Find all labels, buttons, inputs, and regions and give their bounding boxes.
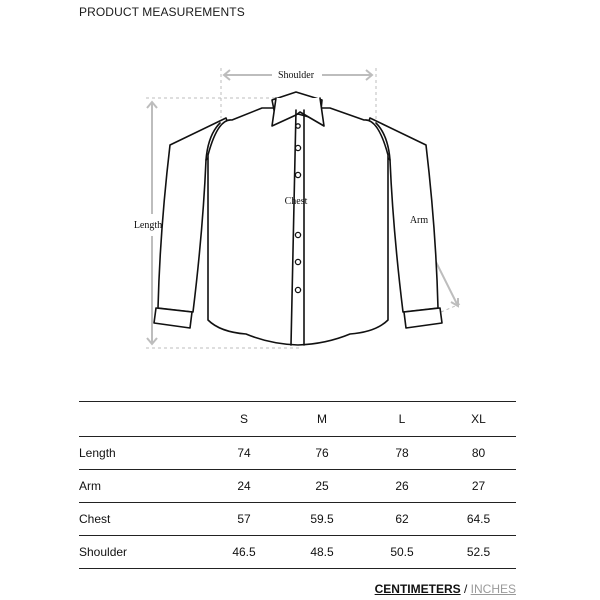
- table-cell: 24: [207, 470, 281, 503]
- length-label: Length: [133, 220, 163, 231]
- table-cell: 74: [207, 437, 281, 470]
- table-cell: 25: [281, 470, 363, 503]
- table-cell: 27: [441, 470, 516, 503]
- row-label: Chest: [79, 503, 207, 536]
- unit-toggle: [375, 582, 516, 596]
- header-size-m: M: [281, 402, 363, 437]
- table-cell: 46.5: [207, 536, 281, 569]
- header-corner: [79, 402, 207, 437]
- page-title: PRODUCT MEASUREMENTS: [79, 5, 245, 19]
- table-cell: 62: [363, 503, 441, 536]
- table-cell: 50.5: [363, 536, 441, 569]
- table-cell: 64.5: [441, 503, 516, 536]
- unit-separator: /: [460, 582, 471, 596]
- table-row: [79, 503, 516, 536]
- table-row: [79, 437, 516, 470]
- shoulder-label: Shoulder: [277, 70, 315, 81]
- table-cell: 26: [363, 470, 441, 503]
- chest-label: Chest: [284, 196, 308, 207]
- table-cell: 78: [363, 437, 441, 470]
- table-cell: 52.5: [441, 536, 516, 569]
- inches-toggle[interactable]: INCHES: [470, 582, 516, 596]
- row-label: Length: [79, 437, 207, 470]
- table-header-row: [79, 402, 516, 437]
- table-cell: 76: [281, 437, 363, 470]
- shirt-outline: [154, 92, 442, 345]
- header-size-l: L: [363, 402, 441, 437]
- size-chart-table: [79, 401, 516, 569]
- table-cell: 48.5: [281, 536, 363, 569]
- header-size-xl: XL: [441, 402, 516, 437]
- table-cell: 57: [207, 503, 281, 536]
- table-row: [79, 470, 516, 503]
- table-cell: 80: [441, 437, 516, 470]
- table-row: [79, 536, 516, 569]
- centimeters-toggle[interactable]: CENTIMETERS: [374, 582, 461, 596]
- row-label: Arm: [79, 470, 207, 503]
- arm-label: Arm: [409, 215, 429, 226]
- table-cell: 59.5: [281, 503, 363, 536]
- header-size-s: S: [207, 402, 281, 437]
- row-label: Shoulder: [79, 536, 207, 569]
